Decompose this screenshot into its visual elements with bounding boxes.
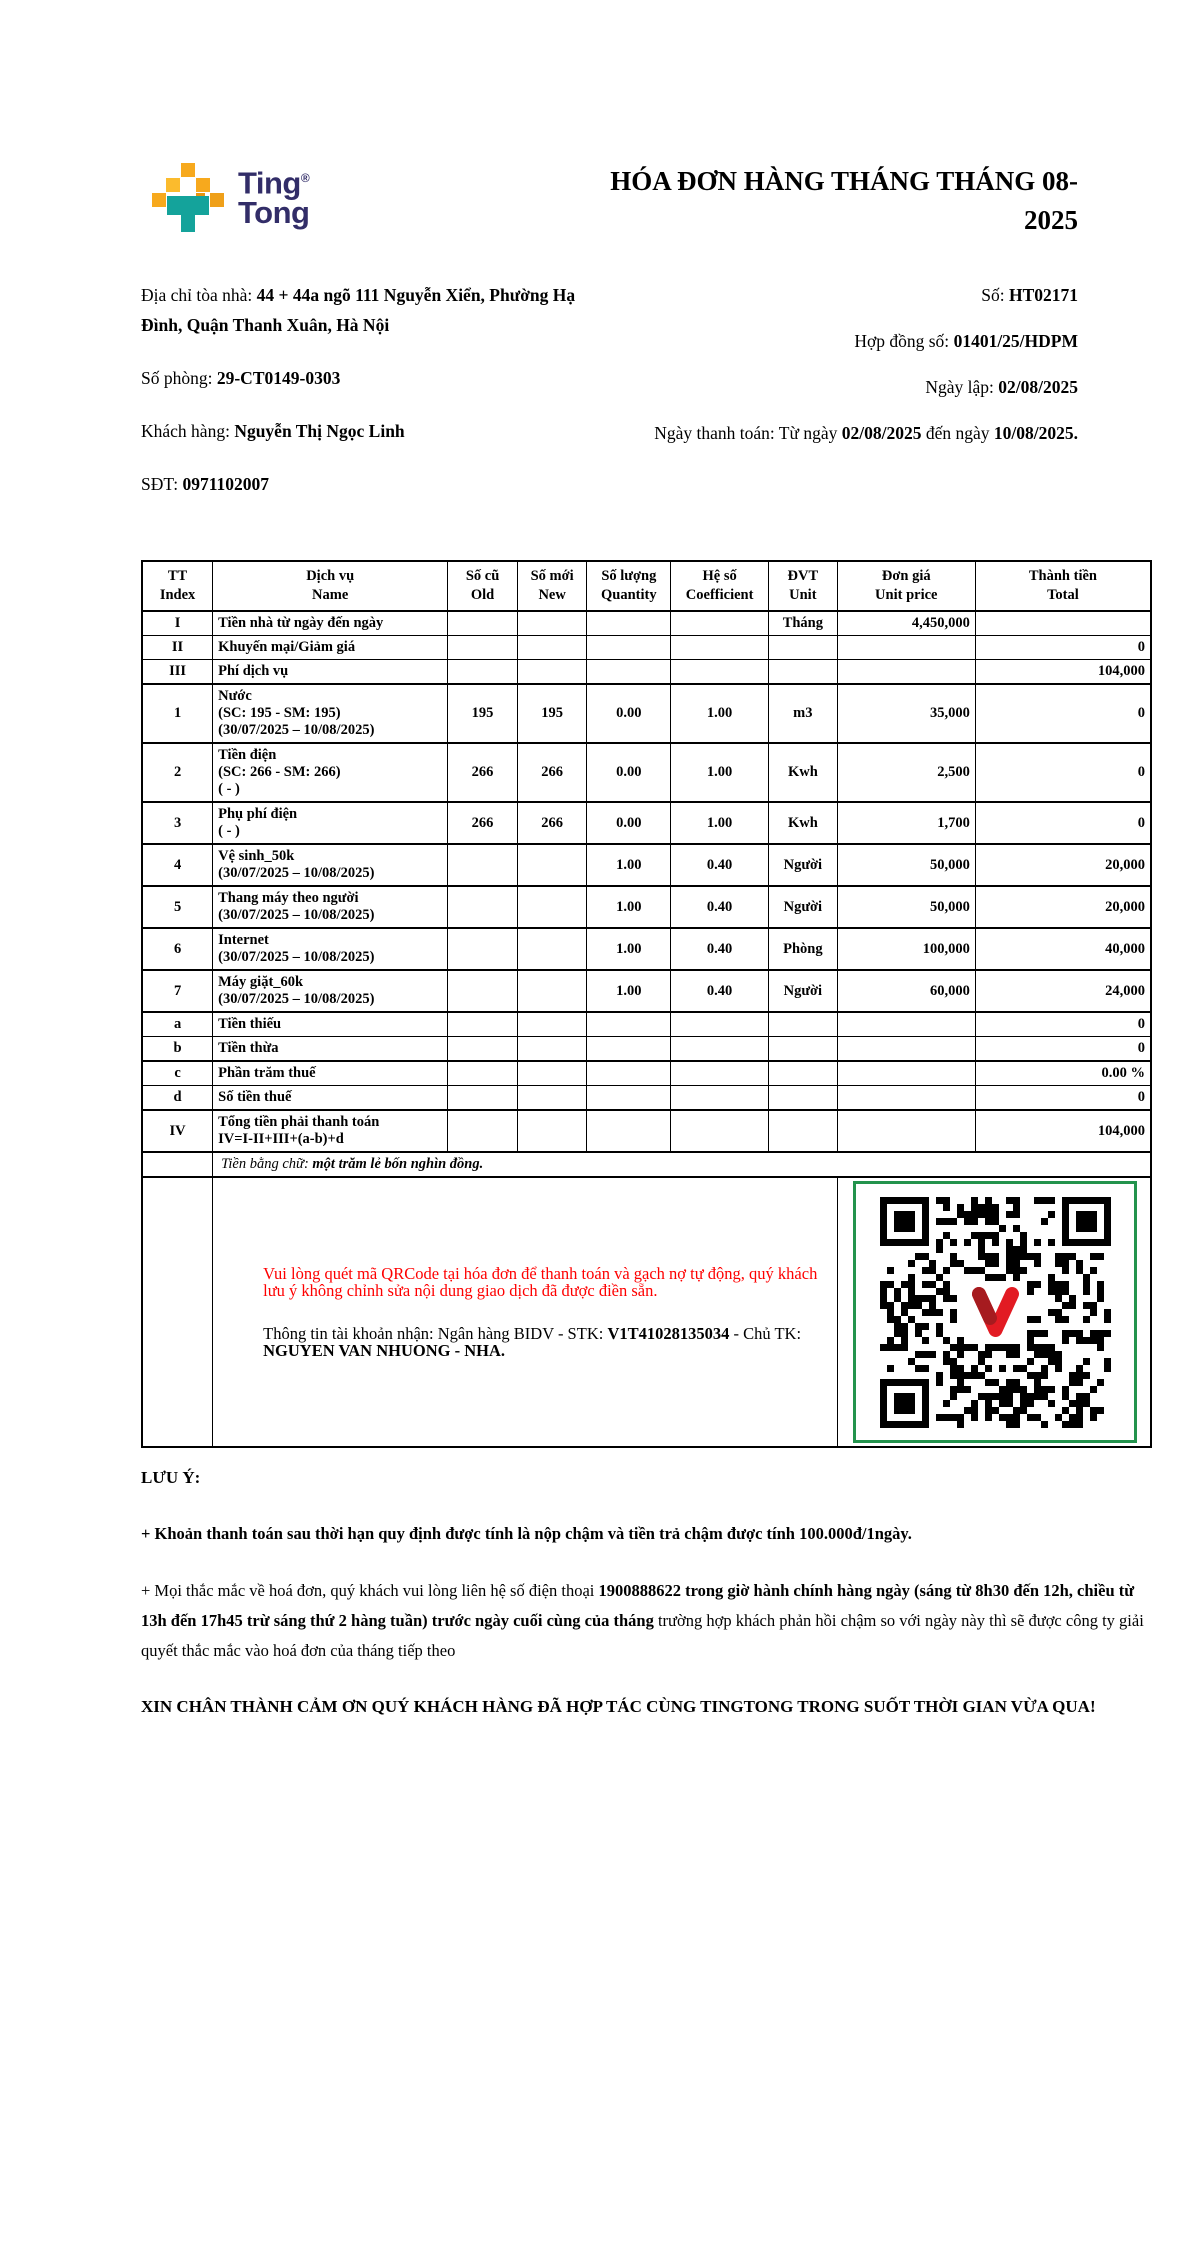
issue-date: Ngày lập: 02/08/2025 bbox=[925, 377, 1078, 397]
cell-qty bbox=[587, 636, 671, 660]
qr-payment-warning: Vui lòng quét mã QRCode tại hóa đơn để thanh toán và gạch nợ tự động, quý khách lưu ý không chỉnh sửa nội dung giao dịch đã được điền sẵn. bbox=[263, 1264, 818, 1300]
column-header: Số cũ Old bbox=[448, 561, 518, 611]
cell-unit bbox=[769, 1037, 838, 1062]
cell-price: 50,000 bbox=[837, 844, 975, 886]
building-address: Địa chỉ tòa nhà: 44 + 44a ngõ 111 Nguyễn Xiển, Phường Hạ Đình, Quận Thanh Xuân, Hà Nội bbox=[141, 285, 576, 335]
cell-price bbox=[837, 1086, 975, 1111]
hotline-note: + Mọi thắc mắc về hoá đơn, quý khách vui lòng liên hệ số điện thoại 1900888622 trong giờ hành chính hàng ngày (sáng từ 8h30 đến 12h, chiều từ 13h đến 17h45 trừ sáng thứ 2 hàng tuần) trước ngày cuối cùng của tháng trường hợp khách phản hồi chậm so với ngày này thì sẽ được công ty giải quyết thắc mắc vào hoá đơn của tháng tiếp theo bbox=[141, 1581, 1144, 1660]
column-header: TT Index bbox=[142, 561, 213, 611]
cell-old bbox=[448, 611, 518, 636]
cell-new bbox=[517, 1037, 587, 1062]
cell-coef: 0.40 bbox=[671, 970, 769, 1012]
cell-new bbox=[517, 1110, 587, 1152]
cell-idx: 3 bbox=[142, 802, 213, 844]
cell-new bbox=[517, 844, 587, 886]
cell-qty bbox=[587, 660, 671, 685]
cell-coef: 0.40 bbox=[671, 844, 769, 886]
cell-idx: a bbox=[142, 1012, 213, 1037]
cell-qty bbox=[587, 1110, 671, 1152]
cell-price: 4,450,000 bbox=[837, 611, 975, 636]
cell-idx: 1 bbox=[142, 684, 213, 743]
column-header: Thành tiền Total bbox=[975, 561, 1151, 611]
table-row bbox=[142, 844, 1151, 886]
cell-unit: Kwh bbox=[769, 743, 838, 802]
invoice-table bbox=[141, 560, 1152, 1448]
cell-unit bbox=[769, 1086, 838, 1111]
cell-price bbox=[837, 636, 975, 660]
cell-coef bbox=[671, 1086, 769, 1111]
cell-coef: 0.40 bbox=[671, 928, 769, 970]
cell-old bbox=[448, 928, 518, 970]
cell-name: Tiền nhà từ ngày đến ngày bbox=[213, 611, 448, 636]
cell-new bbox=[517, 660, 587, 685]
cell-old bbox=[448, 970, 518, 1012]
tingtong-logo-icon bbox=[152, 163, 224, 233]
cell-old bbox=[448, 660, 518, 685]
cell-new bbox=[517, 611, 587, 636]
customer-phone: SĐT: 0971102007 bbox=[141, 474, 269, 494]
table-row bbox=[142, 660, 1151, 685]
cell-name: Phụ phí điện ( - ) bbox=[213, 802, 448, 844]
column-header: Đơn giá Unit price bbox=[837, 561, 975, 611]
table-row bbox=[142, 743, 1151, 802]
cell-name: Tiền thừa bbox=[213, 1037, 448, 1062]
cell-idx: 2 bbox=[142, 743, 213, 802]
cell-price: 2,500 bbox=[837, 743, 975, 802]
cell-old bbox=[448, 1037, 518, 1062]
payment-period: Ngày thanh toán: Từ ngày 02/08/2025 đến ngày 10/08/2025. bbox=[654, 423, 1078, 443]
thank-you-note: XIN CHÂN THÀNH CẢM ƠN QUÝ KHÁCH HÀNG ĐÃ HỢP TÁC CÙNG TINGTONG TRONG SUỐT THỜI GIAN VỪA QUA! bbox=[141, 1697, 1096, 1716]
table-row bbox=[142, 636, 1151, 660]
table-row bbox=[142, 1061, 1151, 1086]
qr-row bbox=[142, 1177, 1151, 1447]
invoice-meta-block bbox=[608, 280, 1078, 464]
cell-price bbox=[837, 1061, 975, 1086]
cell-qty: 1.00 bbox=[587, 970, 671, 1012]
column-header: ĐVT Unit bbox=[769, 561, 838, 611]
cell-price: 35,000 bbox=[837, 684, 975, 743]
amount-in-words-row bbox=[142, 1152, 1151, 1177]
cell-total: 0 bbox=[975, 1037, 1151, 1062]
cell-new: 195 bbox=[517, 684, 587, 743]
customer-name: Khách hàng: Nguyễn Thị Ngọc Linh bbox=[141, 421, 405, 441]
cell-coef: 0.40 bbox=[671, 886, 769, 928]
cell-old bbox=[448, 1012, 518, 1037]
invoice-table-body bbox=[142, 611, 1151, 1152]
cell-old bbox=[448, 1061, 518, 1086]
cell-new bbox=[517, 970, 587, 1012]
cell-old bbox=[448, 844, 518, 886]
table-row bbox=[142, 886, 1151, 928]
cell-new: 266 bbox=[517, 802, 587, 844]
cell-coef bbox=[671, 636, 769, 660]
cell-coef: 1.00 bbox=[671, 684, 769, 743]
tingtong-logo-text: Ting® Tong bbox=[238, 165, 310, 231]
cell-idx bbox=[142, 1152, 213, 1177]
cell-idx: IV bbox=[142, 1110, 213, 1152]
cell-idx: II bbox=[142, 636, 213, 660]
cell-price bbox=[837, 1110, 975, 1152]
cell-qty bbox=[587, 1012, 671, 1037]
cell-price: 50,000 bbox=[837, 886, 975, 928]
invoice-table-header bbox=[142, 561, 1151, 611]
cell-qty bbox=[587, 611, 671, 636]
cell-name: Tiền thiếu bbox=[213, 1012, 448, 1037]
tingtong-logo bbox=[152, 163, 309, 233]
cell-new bbox=[517, 1012, 587, 1037]
cell-price: 100,000 bbox=[837, 928, 975, 970]
cell-coef bbox=[671, 1012, 769, 1037]
table-row bbox=[142, 611, 1151, 636]
cell-name: Thang máy theo người (30/07/2025 – 10/08/2025) bbox=[213, 886, 448, 928]
cell-name: Phí dịch vụ bbox=[213, 660, 448, 685]
cell-total bbox=[975, 611, 1151, 636]
cell-total: 0 bbox=[975, 1086, 1151, 1111]
cell-unit: m3 bbox=[769, 684, 838, 743]
table-row bbox=[142, 1086, 1151, 1111]
cell-idx: 6 bbox=[142, 928, 213, 970]
room-number: Số phòng: 29-CT0149-0303 bbox=[141, 368, 341, 388]
cell-total: 0 bbox=[975, 802, 1151, 844]
cell-idx bbox=[142, 1177, 213, 1447]
cell-total: 20,000 bbox=[975, 844, 1151, 886]
invoice-number: Số: HT02171 bbox=[981, 285, 1078, 305]
cell-name: Vệ sinh_50k (30/07/2025 – 10/08/2025) bbox=[213, 844, 448, 886]
column-header: Số lượng Quantity bbox=[587, 561, 671, 611]
cell-qty: 0.00 bbox=[587, 684, 671, 743]
cell-new bbox=[517, 636, 587, 660]
table-row bbox=[142, 684, 1151, 743]
column-header: Dịch vụ Name bbox=[213, 561, 448, 611]
cell-old bbox=[448, 1086, 518, 1111]
cell-name: Nước (SC: 195 - SM: 195) (30/07/2025 – 10/08/2025) bbox=[213, 684, 448, 743]
cell-total: 0 bbox=[975, 684, 1151, 743]
column-header: Số mới New bbox=[517, 561, 587, 611]
cell-new bbox=[517, 1086, 587, 1111]
cell-unit: Người bbox=[769, 970, 838, 1012]
late-payment-note: + Khoản thanh toán sau thời hạn quy định được tính là nộp chậm và tiền trả chậm được tính 100.000đ/1ngày. bbox=[141, 1524, 912, 1543]
table-row bbox=[142, 802, 1151, 844]
cell-qty: 1.00 bbox=[587, 928, 671, 970]
cell-coef: 1.00 bbox=[671, 802, 769, 844]
cell-price bbox=[837, 1037, 975, 1062]
cell-unit bbox=[769, 1061, 838, 1086]
cell-old bbox=[448, 1110, 518, 1152]
cell-unit: Kwh bbox=[769, 802, 838, 844]
notes-heading: LƯU Ý: bbox=[141, 1468, 201, 1487]
cell-coef bbox=[671, 1061, 769, 1086]
table-row bbox=[142, 1110, 1151, 1152]
table-row bbox=[142, 928, 1151, 970]
cell-idx: III bbox=[142, 660, 213, 685]
amount-in-words: Tiền bằng chữ: một trăm lẻ bốn nghìn đồng. bbox=[213, 1152, 1151, 1177]
invoice-title: HÓA ĐƠN HÀNG THÁNG THÁNG 08- 2025 bbox=[610, 166, 1078, 235]
cell-price: 1,700 bbox=[837, 802, 975, 844]
cell-unit: Người bbox=[769, 844, 838, 886]
qr-instructions-cell bbox=[213, 1177, 838, 1447]
cell-coef bbox=[671, 1037, 769, 1062]
cell-name: Tổng tiền phải thanh toán IV=I-II+III+(a-b)+d bbox=[213, 1110, 448, 1152]
cell-idx: c bbox=[142, 1061, 213, 1086]
cell-price: 60,000 bbox=[837, 970, 975, 1012]
cell-total: 104,000 bbox=[975, 1110, 1151, 1152]
table-row bbox=[142, 1012, 1151, 1037]
cell-coef: 1.00 bbox=[671, 743, 769, 802]
cell-qty bbox=[587, 1086, 671, 1111]
cell-coef bbox=[671, 660, 769, 685]
cell-qty: 0.00 bbox=[587, 743, 671, 802]
cell-qty bbox=[587, 1037, 671, 1062]
cell-name: Phần trăm thuế bbox=[213, 1061, 448, 1086]
cell-idx: b bbox=[142, 1037, 213, 1062]
cell-qty: 1.00 bbox=[587, 886, 671, 928]
cell-name: Số tiền thuế bbox=[213, 1086, 448, 1111]
table-row bbox=[142, 1037, 1151, 1062]
cell-total: 0.00 % bbox=[975, 1061, 1151, 1086]
cell-new bbox=[517, 928, 587, 970]
cell-name: Internet (30/07/2025 – 10/08/2025) bbox=[213, 928, 448, 970]
cell-new bbox=[517, 886, 587, 928]
cell-price bbox=[837, 660, 975, 685]
qr-code-cell bbox=[837, 1177, 1151, 1447]
cell-name: Khuyến mại/Giảm giá bbox=[213, 636, 448, 660]
qr-code-frame bbox=[853, 1181, 1137, 1443]
cell-old: 266 bbox=[448, 802, 518, 844]
cell-unit bbox=[769, 636, 838, 660]
cell-unit: Tháng bbox=[769, 611, 838, 636]
cell-unit bbox=[769, 660, 838, 685]
cell-new: 266 bbox=[517, 743, 587, 802]
receiving-account-info: Thông tin tài khoản nhận: Ngân hàng BIDV - STK: V1T41028135034 - Chủ TK: NGUYEN VAN NHUONG - NHA. bbox=[263, 1324, 802, 1360]
cell-idx: 5 bbox=[142, 886, 213, 928]
cell-price bbox=[837, 1012, 975, 1037]
cell-coef bbox=[671, 611, 769, 636]
table-row bbox=[142, 970, 1151, 1012]
cell-qty bbox=[587, 1061, 671, 1086]
cell-unit bbox=[769, 1110, 838, 1152]
cell-old bbox=[448, 886, 518, 928]
footer-notes bbox=[141, 1468, 1153, 1721]
contract-number: Hợp đồng số: 01401/25/HDPM bbox=[854, 331, 1078, 351]
cell-old: 195 bbox=[448, 684, 518, 743]
cell-unit: Phòng bbox=[769, 928, 838, 970]
cell-total: 40,000 bbox=[975, 928, 1151, 970]
column-header: Hệ số Coefficient bbox=[671, 561, 769, 611]
cell-idx: d bbox=[142, 1086, 213, 1111]
cell-total: 0 bbox=[975, 636, 1151, 660]
cell-idx: I bbox=[142, 611, 213, 636]
cell-unit bbox=[769, 1012, 838, 1037]
cell-name: Tiền điện (SC: 266 - SM: 266) ( - ) bbox=[213, 743, 448, 802]
cell-qty: 0.00 bbox=[587, 802, 671, 844]
cell-total: 20,000 bbox=[975, 886, 1151, 928]
cell-total: 104,000 bbox=[975, 660, 1151, 685]
cell-new bbox=[517, 1061, 587, 1086]
cell-total: 0 bbox=[975, 743, 1151, 802]
cell-idx: 4 bbox=[142, 844, 213, 886]
customer-info-block bbox=[141, 280, 611, 522]
cell-old: 266 bbox=[448, 743, 518, 802]
cell-idx: 7 bbox=[142, 970, 213, 1012]
cell-name: Máy giặt_60k (30/07/2025 – 10/08/2025) bbox=[213, 970, 448, 1012]
cell-total: 0 bbox=[975, 1012, 1151, 1037]
registered-mark: ® bbox=[300, 171, 310, 185]
cell-old bbox=[448, 636, 518, 660]
cell-qty: 1.00 bbox=[587, 844, 671, 886]
cell-unit: Người bbox=[769, 886, 838, 928]
qr-code bbox=[880, 1197, 1111, 1428]
cell-coef bbox=[671, 1110, 769, 1152]
cell-total: 24,000 bbox=[975, 970, 1151, 1012]
